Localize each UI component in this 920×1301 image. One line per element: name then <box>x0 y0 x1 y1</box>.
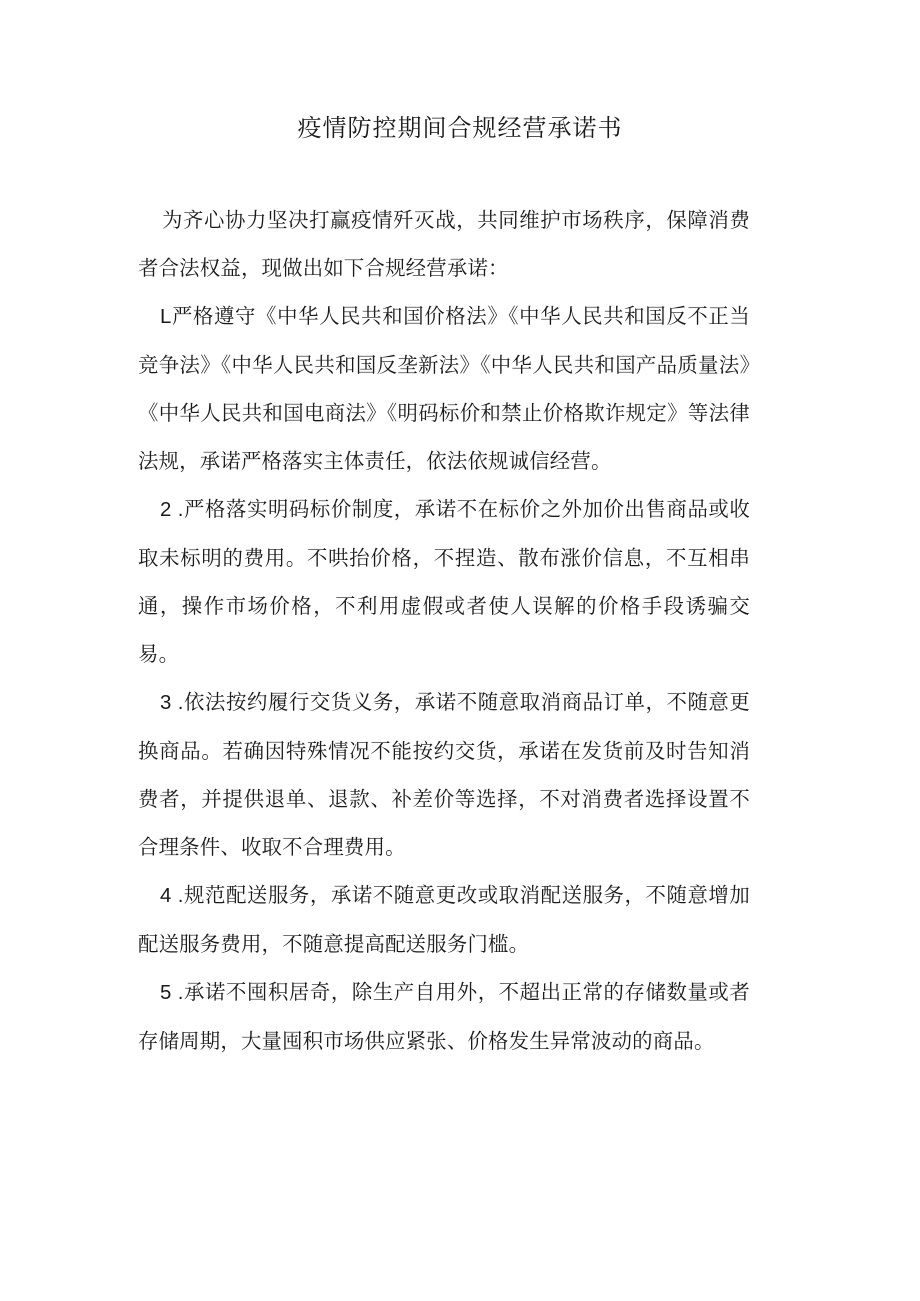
commitment-item-5 <box>138 968 750 1065</box>
item-text: 承诺不囤积居奇，除生产自用外，不超出正常的存储数量或者存储周期，大量囤积市场供应紧张、价格发生异常波动的商品。 <box>138 980 750 1053</box>
item-marker: 5 . <box>160 982 184 1004</box>
item-text: 规范配送服务，承诺不随意更改或取消配送服务，不随意增加配送服务费用，不随意提高配送服务门槛。 <box>138 883 750 956</box>
item-text: 严格遵守《中华人民共和国价格法》《中华人民共和国反不正当竞争法》《中华人民共和国反垄新法》《中华人民共和国产品质量法》《中华人民共和国电商法》《明码标价和禁止价格欺诈规定》等法律法规，承诺严格落实主体责任，依法依规诚信经营。 <box>138 304 750 473</box>
commitment-item-3 <box>138 678 750 871</box>
item-marker: L <box>160 306 172 328</box>
commitment-item-4 <box>138 871 750 968</box>
commitment-item-1 <box>138 292 750 485</box>
item-text: 依法按约履行交货义务，承诺不随意取消商品订单，不随意更换商品。若确因特殊情况不能按约交货，承诺在发货前及时告知消费者，并提供退单、退款、补差价等选择，不对消费者选择设置不合理条件、收取不合理费用。 <box>138 690 750 859</box>
item-text: 严格落实明码标价制度，承诺不在标价之外加价出售商品或收取未标明的费用。不哄抬价格，不捏造、散布涨价信息，不互相串通，操作市场价格，不利用虚假或者使人误解的价格手段诱骗交易。 <box>138 497 750 666</box>
document-body <box>138 196 750 1065</box>
intro-paragraph: 为齐心协力坚决打赢疫情歼灭战，共同维护市场秩序，保障消费者合法权益，现做出如下合规经营承诺： <box>138 208 750 280</box>
item-marker: 2 . <box>160 499 184 521</box>
document-title: 疫情防控期间合规经营承诺书 <box>297 114 623 142</box>
item-marker: 4 . <box>160 885 184 907</box>
item-marker: 3 . <box>160 692 184 714</box>
commitment-item-2 <box>138 485 750 678</box>
